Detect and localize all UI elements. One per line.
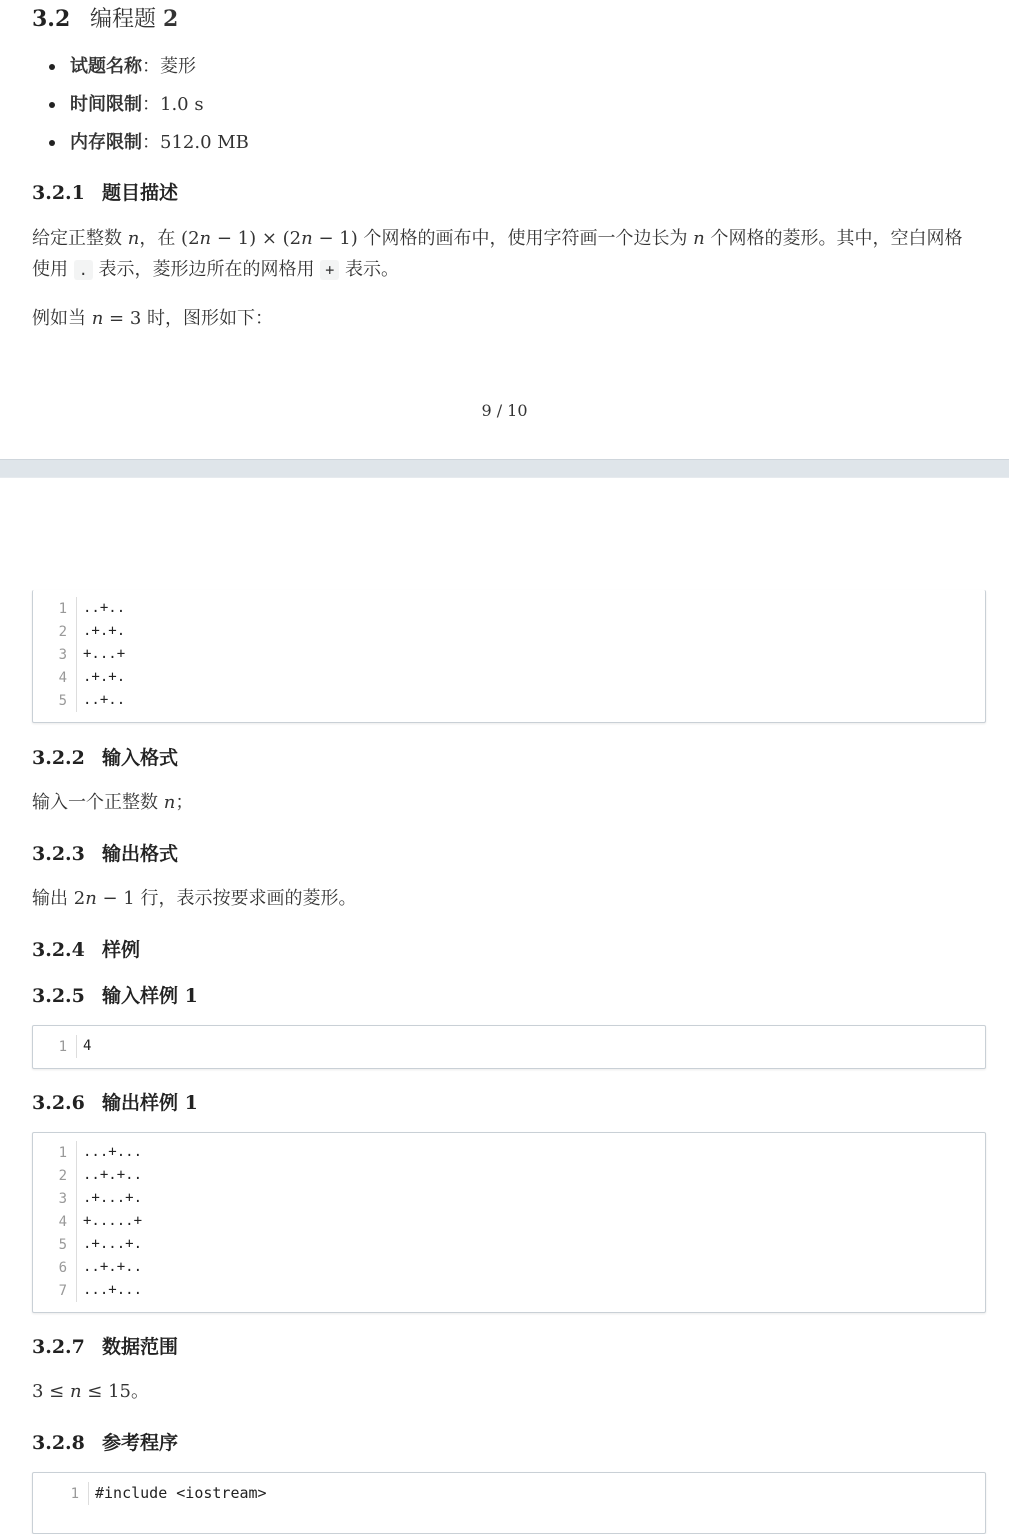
heading-output-sample: 3.2.6 输出样例 1 <box>32 1092 198 1114</box>
section-heading <box>32 2 178 33</box>
output-format-text: 输出 2n − 1 行，表示按要求画的菱形。 <box>32 888 357 909</box>
section-title-num: 2 <box>163 6 179 32</box>
inline-code-dot: . <box>74 260 93 280</box>
heading-reference-program: 3.2.8 参考程序 <box>32 1432 179 1454</box>
code-line: 1 ..+.. <box>33 597 985 620</box>
example-code-block <box>32 590 986 723</box>
code-line: 1 4 <box>33 1035 985 1058</box>
code-line: 7 ...+... <box>33 1279 985 1302</box>
heading-input-format: 3.2.2 输入格式 <box>32 747 179 769</box>
example-intro: 例如当 n = 3 时，图形如下： <box>32 308 274 329</box>
section-title: 编程题 <box>90 7 157 32</box>
page-number: 9 / 10 <box>481 401 528 420</box>
data-range-text: 3 ≤ n ≤ 15。 <box>32 1381 150 1402</box>
heading-description: 3.2.1 题目描述 <box>32 182 179 204</box>
section-number: 3.2 <box>32 6 71 32</box>
page-separator <box>0 459 1009 478</box>
code-line: 4 +.....+ <box>33 1210 985 1233</box>
description-paragraph: 给定正整数 n，在 (2n − 1) × (2n − 1) 个网格的画布中，使用字符画一个边长为 n 个网格的菱形。其中，空白网格 使用 . 表示，菱形边所在的网格用 + 表示。 <box>32 228 963 280</box>
code-line: 2 .+.+. <box>33 620 985 643</box>
input-sample-block <box>32 1025 986 1069</box>
code-line: 5 ..+.. <box>33 689 985 712</box>
code-line: 3 .+...+. <box>33 1187 985 1210</box>
meta-item-name: 试题名称：菱形 <box>32 48 249 86</box>
meta-item-memory: 内存限制：512.0 MB <box>32 124 249 162</box>
meta-item-time: 时间限制：1.0 s <box>32 86 249 124</box>
heading-data-range: 3.2.7 数据范围 <box>32 1336 179 1358</box>
reference-code-block <box>32 1472 986 1534</box>
code-line: 3 +...+ <box>33 643 985 666</box>
code-line: 2 ..+.+.. <box>33 1164 985 1187</box>
code-line: 6 ..+.+.. <box>33 1256 985 1279</box>
input-format-text: 输入一个正整数 n； <box>32 792 194 813</box>
code-line: 1 ...+... <box>33 1141 985 1164</box>
heading-output-format: 3.2.3 输出格式 <box>32 843 179 865</box>
inline-code-plus: + <box>320 260 339 280</box>
code-line: 5 .+...+. <box>33 1233 985 1256</box>
problem-meta-list <box>32 48 249 162</box>
code-line: 4 .+.+. <box>33 666 985 689</box>
code-line: 1 #include <iostream> <box>33 1482 985 1505</box>
heading-samples: 3.2.4 样例 <box>32 939 141 961</box>
heading-input-sample: 3.2.5 输入样例 1 <box>32 985 198 1007</box>
output-sample-block <box>32 1132 986 1313</box>
